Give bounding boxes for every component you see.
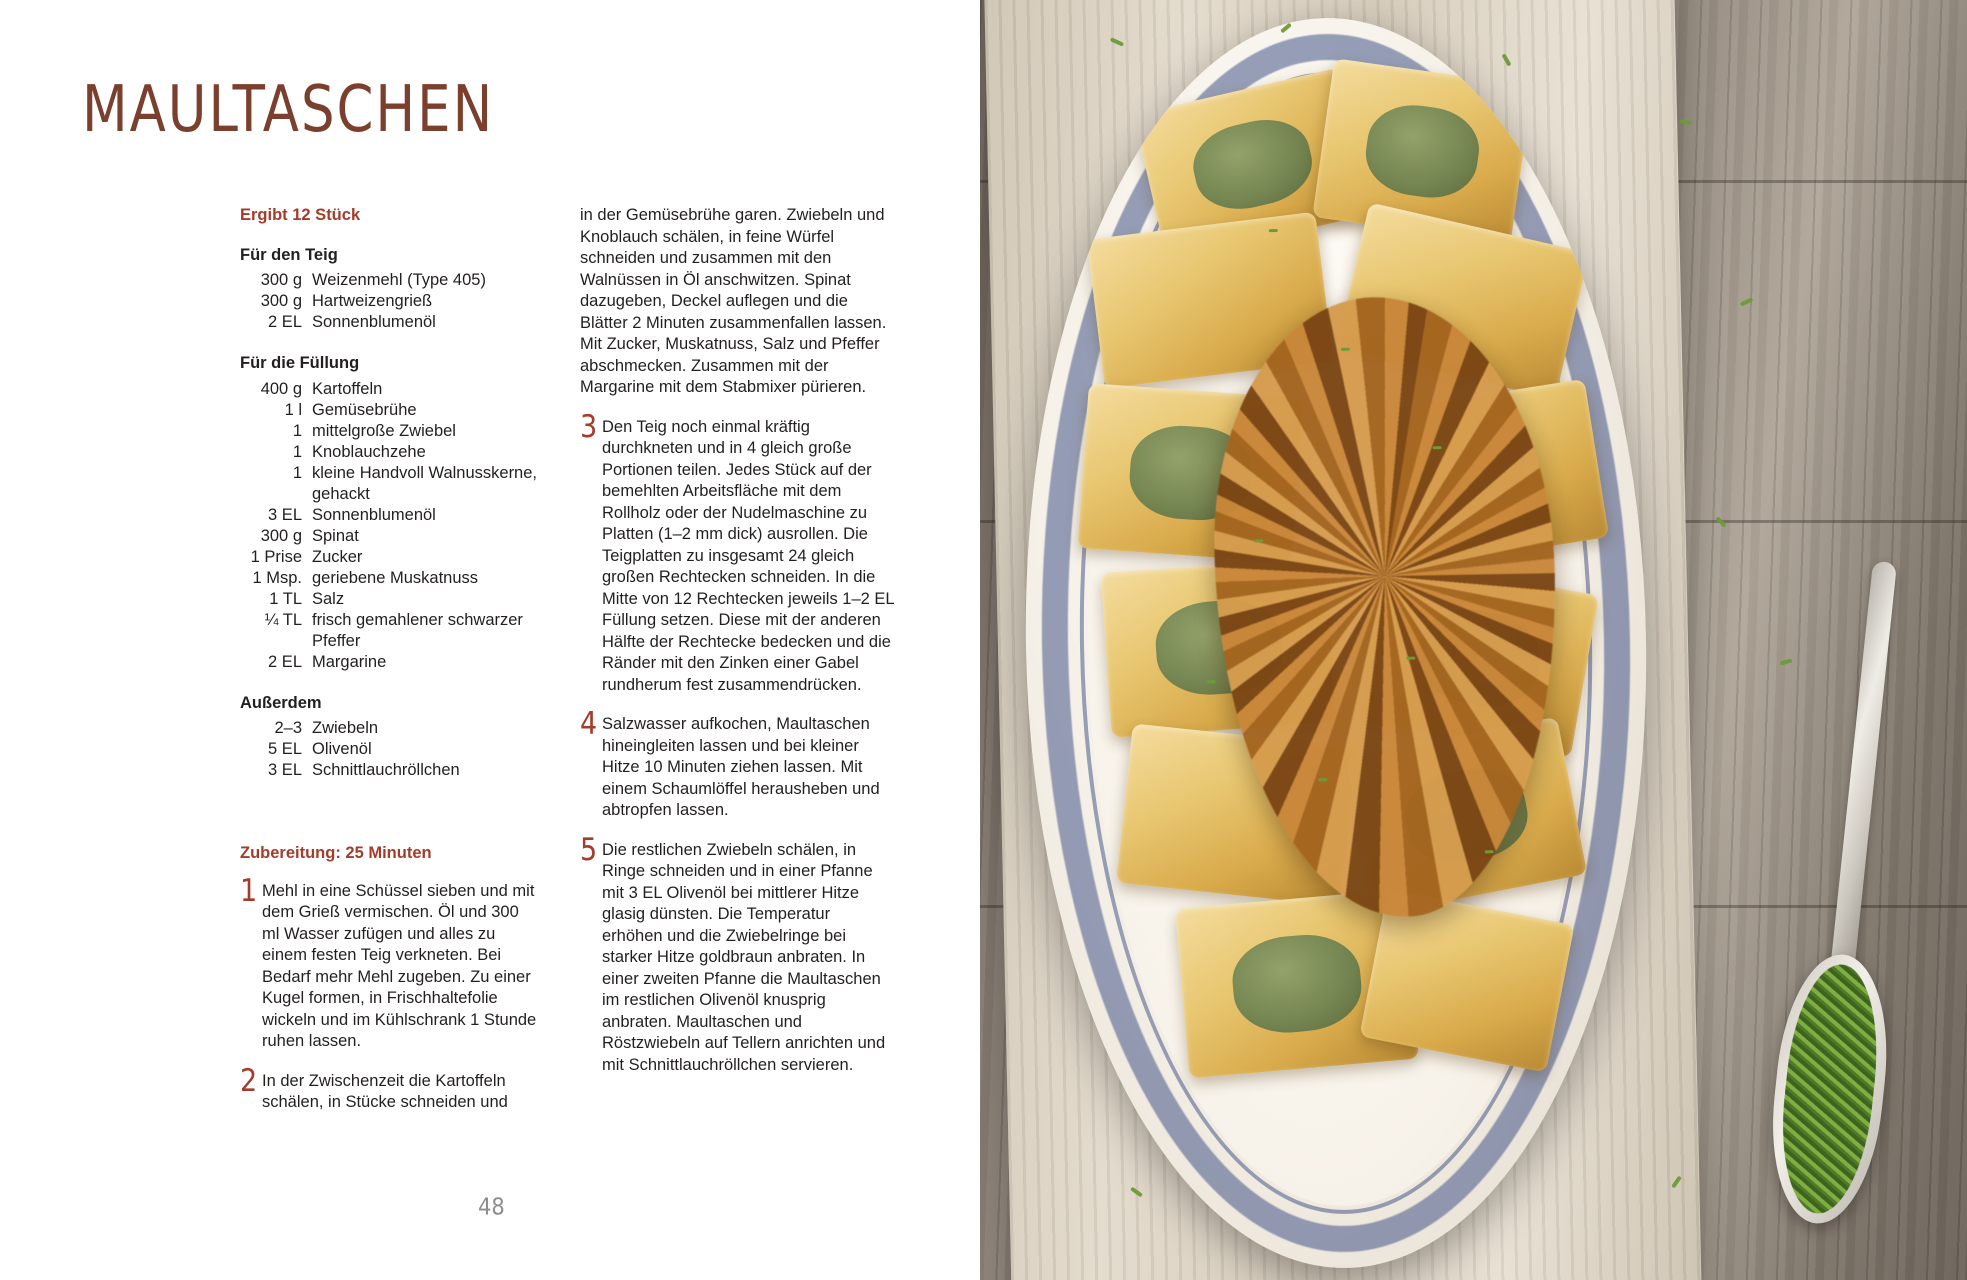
chopped-chives bbox=[1773, 960, 1887, 1218]
ingredient-row bbox=[240, 312, 540, 333]
ingredient-row bbox=[240, 463, 540, 484]
ingredient-name: Hartweizengrieß bbox=[312, 292, 433, 310]
step-number: 1 bbox=[240, 873, 258, 909]
ingredient-row bbox=[240, 589, 540, 610]
ingredient-qty: 1 bbox=[292, 421, 302, 440]
ingredient-qty: 1 Prise bbox=[250, 547, 302, 566]
ingredient-name-continued: gehackt bbox=[312, 484, 370, 503]
left-column bbox=[240, 205, 540, 1132]
ingredient-name: Gemüsebrühe bbox=[312, 400, 417, 419]
ingredient-qty: 300 g bbox=[260, 271, 302, 289]
ingredient-name: Kartoffeln bbox=[312, 379, 383, 398]
step-number: 4 bbox=[580, 706, 598, 743]
chive-ring bbox=[1318, 778, 1327, 781]
yield-label: Ergibt 12 Stück bbox=[240, 206, 361, 224]
prep-time-heading: Zubereitung: 25 Minuten bbox=[240, 844, 432, 862]
ingredient-name: Schnittlauchröllchen bbox=[312, 761, 460, 779]
ingredient-row bbox=[240, 568, 540, 589]
chive-ring bbox=[1406, 657, 1415, 660]
ingredient-row bbox=[240, 421, 540, 442]
recipe-step bbox=[240, 1063, 540, 1114]
ingredient-name: Weizenmehl (Type 405) bbox=[312, 271, 486, 289]
ingredient-row bbox=[240, 610, 540, 631]
ingredient-row bbox=[240, 400, 540, 421]
ingredient-name-continued: Pfeffer bbox=[312, 631, 361, 650]
ingredient-name: Sonnenblumenöl bbox=[312, 505, 436, 524]
ingredient-row bbox=[240, 760, 540, 781]
page-number: 48 bbox=[478, 1193, 505, 1221]
recipe-step bbox=[580, 706, 895, 822]
ingredient-qty: 1 bbox=[292, 463, 302, 482]
ingredient-group-heading: Für die Füllung bbox=[240, 354, 360, 372]
ingredient-name: Zwiebeln bbox=[312, 719, 379, 737]
chive-ring bbox=[1341, 348, 1350, 351]
ingredient-group-extras bbox=[240, 693, 540, 782]
ingredient-qty: ¼ TL bbox=[264, 610, 302, 629]
ingredient-qty: 300 g bbox=[260, 292, 302, 310]
ingredient-row bbox=[240, 718, 540, 739]
chive-ring bbox=[1485, 850, 1494, 853]
ingredient-name: Salz bbox=[312, 589, 345, 608]
chive-ring bbox=[1207, 680, 1216, 683]
text-page bbox=[0, 0, 980, 1280]
step-text: Salzwasser aufkochen, Maultaschen hineingleiten lassen und bei kleiner Hitze 10 Minuten ziehen lassen. Mit einem Schaumlöffel herausheben und abtropfen lassen. bbox=[602, 715, 880, 819]
ingredient-name: mittelgroße Zwiebel bbox=[312, 421, 456, 440]
ingredient-name: Spinat bbox=[312, 526, 359, 545]
ingredient-qty: 2 EL bbox=[268, 313, 302, 331]
ingredient-row bbox=[240, 379, 540, 400]
ingredient-name: geriebene Muskatnuss bbox=[312, 568, 479, 587]
ingredient-row bbox=[240, 505, 540, 526]
step-text: In der Zwischenzeit die Kartoffeln schälen, in Stücke schneiden und bbox=[262, 1071, 508, 1111]
step-number: 3 bbox=[580, 409, 598, 445]
ingredient-row bbox=[240, 442, 540, 463]
ingredient-qty: 5 EL bbox=[268, 740, 302, 758]
chive-ring bbox=[1269, 229, 1278, 232]
ingredient-name: Olivenöl bbox=[312, 740, 372, 758]
step-number: 2 bbox=[240, 1063, 258, 1099]
ingredient-row bbox=[240, 526, 540, 547]
ingredient-qty: 2 EL bbox=[268, 652, 302, 671]
ingredient-group-dough bbox=[240, 245, 540, 334]
content-columns bbox=[240, 205, 900, 1132]
ingredient-row bbox=[240, 270, 540, 291]
ingredient-qty: 400 g bbox=[260, 379, 302, 398]
ingredient-qty: 2–3 bbox=[274, 719, 302, 737]
step-text: Mehl in eine Schüssel sieben und mit dem Grieß vermischen. Öl und 300 ml Wasser zufügen und alles zu einem festen Teig verkneten. Bei Bedarf mehr Mehl zugeben. Zu einer Kugel formen, in Frischhaltefolie wickeln und im Kühlschrank 1 Stunde ruhen lassen. bbox=[262, 881, 537, 1050]
chive-ring bbox=[1254, 539, 1263, 542]
ingredient-qty: 300 g bbox=[260, 526, 302, 545]
chive-ring bbox=[1433, 446, 1442, 449]
ingredient-name: Sonnenblumenöl bbox=[312, 313, 436, 331]
recipe-step bbox=[240, 873, 540, 1053]
ingredient-qty: 3 EL bbox=[268, 505, 302, 524]
ingredient-group-filling bbox=[240, 353, 540, 673]
ingredient-group-heading: Außerdem bbox=[240, 693, 322, 712]
step-text: Die restlichen Zwiebeln schälen, in Ringe schneiden und in einer Pfanne mit 3 EL Olivenöl bei mittlerer Hitze glasig dünsten. Die Temperatur erhöhen und die Zwiebelringe bei starker Hitze goldbraun anbraten. In einer zweiten Pfanne die Maultaschen im restlichen Olivenöl knusprig anbraten. Maultaschen und Röstzwiebeln auf Tellern anrichten und mit Schnittlauchröllchen servieren. bbox=[602, 840, 886, 1074]
ingredient-row bbox=[240, 547, 540, 568]
ingredient-name: kleine Handvoll Walnusskerne, bbox=[312, 463, 537, 482]
step-text-continued: in der Gemüsebrühe garen. Zwiebeln und Knoblauch schälen, in feine Würfel schneiden und zusammen mit den Walnüssen in Öl anschwitzen. Spinat dazugeben, Deckel auflegen und die Blätter 2 Minuten zusammenfallen lassen. Mit Zucker, Muskatnuss, Salz und Pfeffer abschmecken. Zusammen mit der Margarine mit dem Stabmixer pürieren. bbox=[580, 206, 887, 396]
ingredient-qty: 3 EL bbox=[268, 761, 302, 779]
recipe-photo bbox=[980, 0, 1967, 1280]
step-number: 5 bbox=[580, 832, 598, 868]
ingredient-qty: 1 l bbox=[284, 400, 302, 419]
ingredient-name: Zucker bbox=[312, 547, 363, 566]
ingredient-row bbox=[240, 652, 540, 673]
ingredient-name: frisch gemahlener schwarzer bbox=[312, 610, 523, 629]
ingredient-qty: 1 bbox=[292, 442, 302, 461]
step-text: Den Teig noch einmal kräftig durchkneten und in 4 gleich große Portionen teilen. Jedes Stück auf der bemehlten Arbeitsfläche mit dem Rollholz oder der Nudelmaschine zu Platten (1–2 mm dick) ausrollen. Die Teigplatten zu insgesamt 24 gleich großen Rechtecken schneiden. In die Mitte von 12 Rechtecken jeweils 1–2 EL Füllung setzen. Diese mit der anderen Hälfte der Rechtecke bedecken und die Ränder mit den Zinken einer Gabel rundherum fest zusammendrücken. bbox=[602, 417, 894, 694]
ingredient-row bbox=[240, 291, 540, 312]
ingredient-group-heading: Für den Teig bbox=[240, 245, 338, 264]
recipe-step bbox=[580, 409, 895, 697]
recipe-step bbox=[580, 832, 895, 1077]
spoon-handle bbox=[1828, 561, 1897, 991]
ingredient-name: Knoblauchzehe bbox=[312, 442, 426, 461]
ingredient-name: Margarine bbox=[312, 652, 387, 671]
ingredient-qty: 1 TL bbox=[269, 589, 302, 608]
right-column bbox=[580, 205, 895, 1132]
ingredient-qty: 1 Msp. bbox=[252, 568, 302, 587]
page-title: MAULTASCHEN bbox=[82, 72, 495, 147]
ingredient-row bbox=[240, 739, 540, 760]
